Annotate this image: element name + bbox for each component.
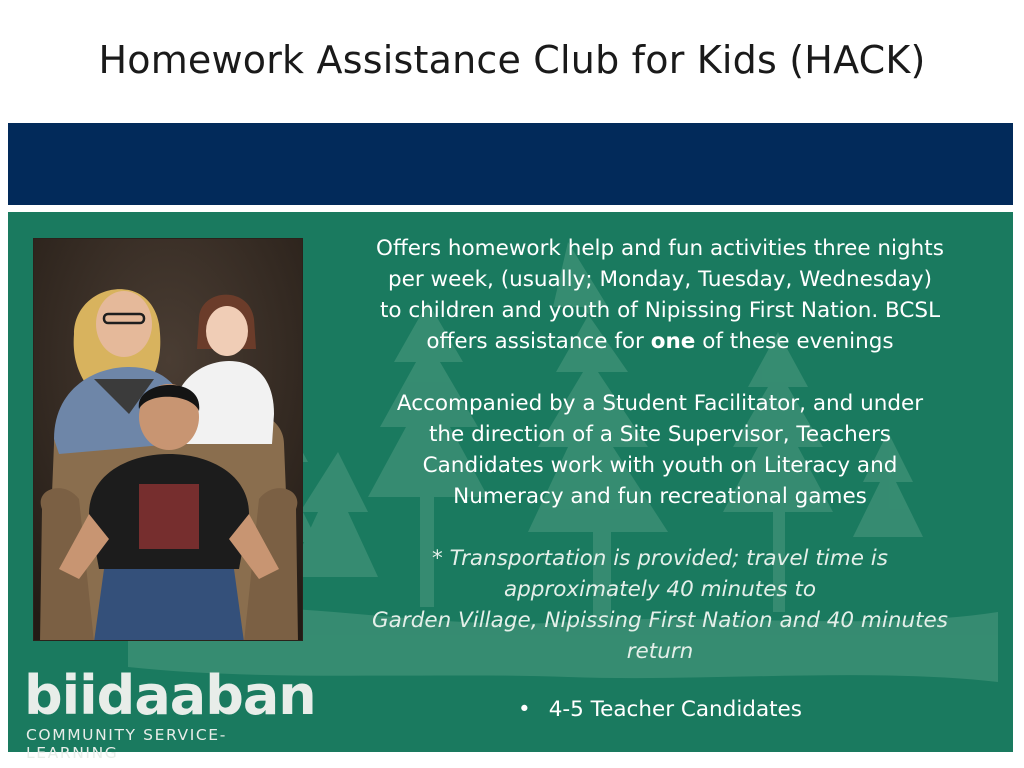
para1-line4 (330, 326, 990, 357)
biidaaban-logo (22, 664, 316, 762)
slide-title: Homework Assistance Club for Kids (HACK) (98, 38, 926, 82)
para1-line4-pre: offers assistance for (426, 329, 651, 354)
para3-line2: approximately 40 minutes to (503, 577, 817, 602)
para1-line2: per week, (usually; Monday, Tuesday, Wednesday) (387, 267, 933, 292)
para2-line3: Candidates work with youth on Literacy and (422, 453, 898, 478)
bullet-item (330, 694, 990, 725)
para3-line3: Garden Village, Nipissing First Nation and 40 minutes (372, 608, 948, 633)
para3-line1: * Transportation is provided; travel time is (432, 546, 888, 571)
para2-line2: the direction of a Site Supervisor, Teachers (429, 422, 891, 447)
header-band (8, 123, 1013, 205)
para1-line1: Offers homework help and fun activities three nights (376, 236, 944, 261)
description-text (330, 233, 990, 667)
para2-line4: Numeracy and fun recreational games (453, 484, 867, 509)
logo-wordmark: biidaaban (24, 664, 316, 727)
para1-line4-post: of these evenings (695, 329, 894, 354)
emphasis-one: one (650, 329, 696, 354)
para1-line3: to children and youth of Nipissing First Nation. BCSL (379, 298, 941, 323)
logo-subtitle: COMMUNITY SERVICE-LEARNING (26, 726, 227, 762)
group-photo (33, 238, 303, 641)
para2-line1: Accompanied by a Student Facilitator, and under (396, 391, 924, 416)
para3-line4: return (626, 639, 694, 664)
bullet-icon: • (518, 697, 531, 722)
bullet-text: 4-5 Teacher Candidates (548, 697, 802, 722)
